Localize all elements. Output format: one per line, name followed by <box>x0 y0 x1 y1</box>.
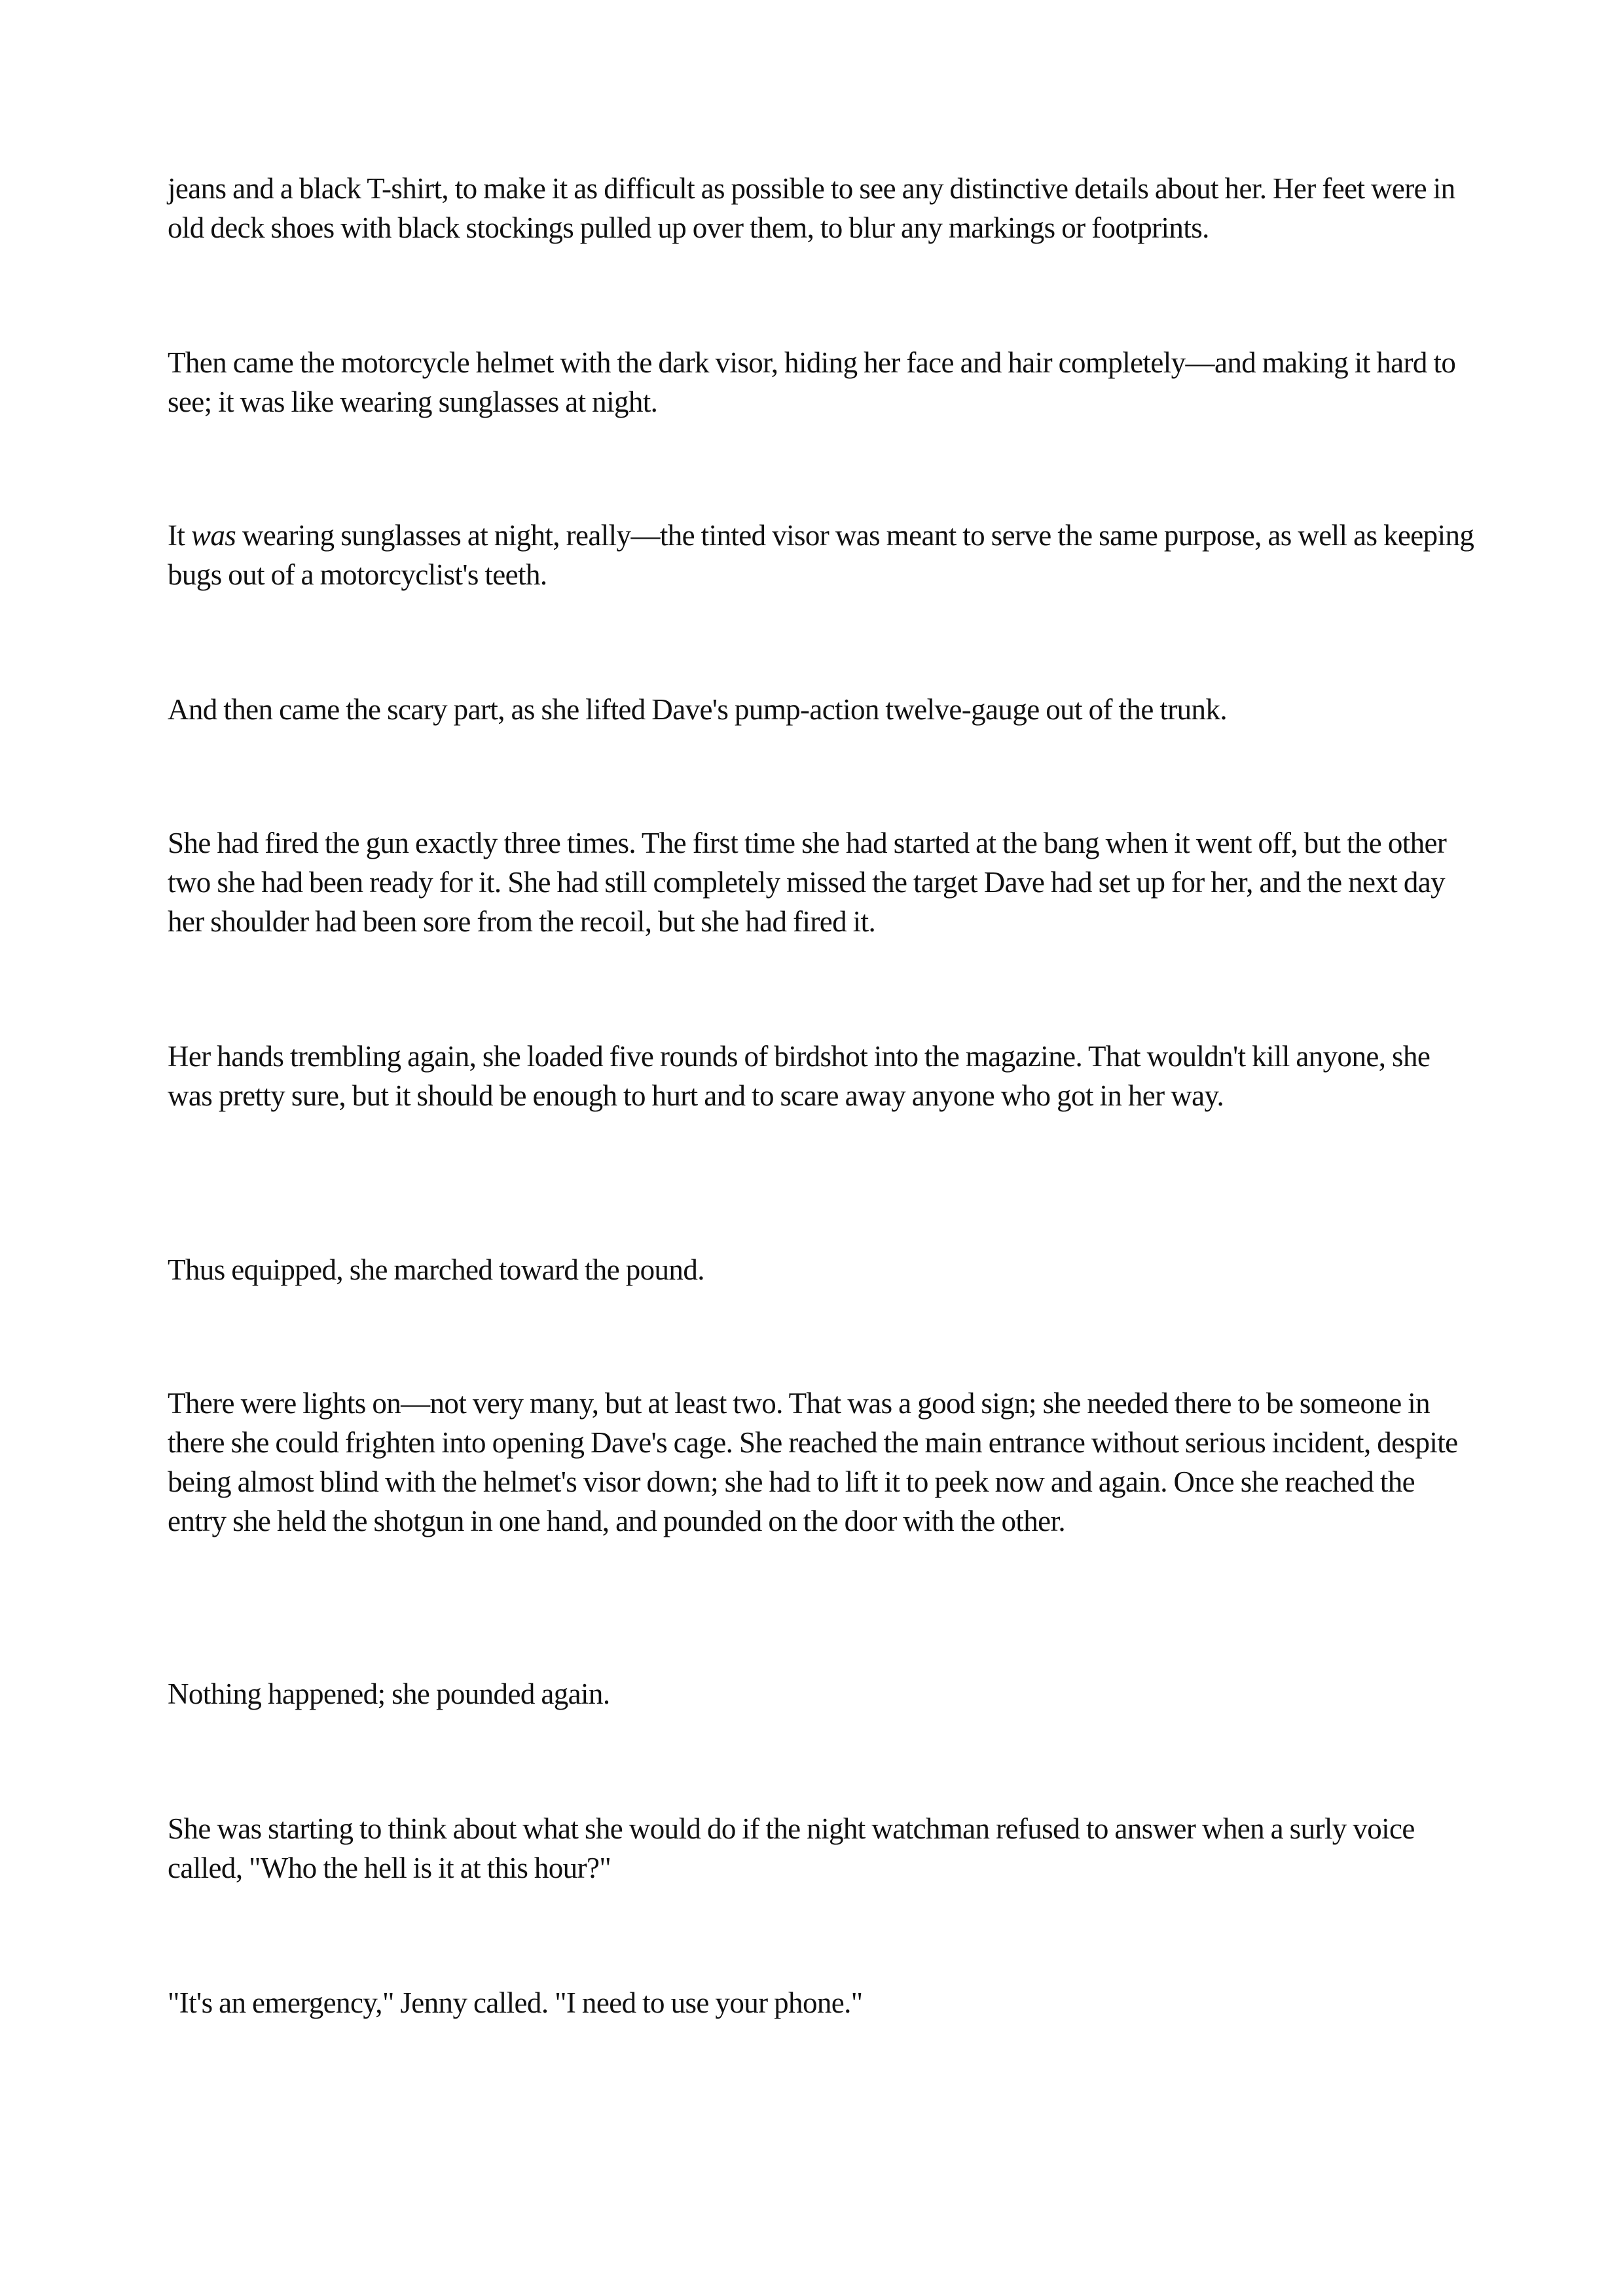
paragraph: And then came the scary part, as she lifted Dave's pump-action twelve-gauge out of the trunk. <box>168 693 1227 726</box>
paragraph: "It's an emergency," Jenny called. "I need to use your phone." <box>168 1986 863 2019</box>
emphasis-text: was <box>191 519 236 552</box>
paragraph <box>168 516 1477 594</box>
paragraph: There were lights on—not very many, but at least two. That was a good sign; she needed there to be someone in there she could frighten into opening Dave's cage. She reached the main entrance without serious incident, despite being almost blind with the helmet's visor down; she had to lift it to peek now and again. Once she reached the entry she held the shotgun in one hand, and pounded on the door with the other. <box>168 1387 1458 1537</box>
paragraph: jeans and a black T-shirt, to make it as difficult as possible to see any distinctive details about her. Her feet were in old deck shoes with black stockings pulled up over them, to blur any markings or footprints. <box>168 172 1455 244</box>
paragraph-rest: wearing sunglasses at night, really—the tinted visor was meant to serve the same purpose, as well as keeping bugs out of a motorcyclist's teeth. <box>168 519 1474 591</box>
paragraph: She was starting to think about what she would do if the night watchman refused to answer when a surly voice called, "Who the hell is it at this hour?" <box>168 1812 1415 1884</box>
paragraph: Then came the motorcycle helmet with the dark visor, hiding her face and hair completely—and making it hard to see; it was like wearing sunglasses at night. <box>168 346 1456 418</box>
paragraph: Thus equipped, she marched toward the pound. <box>168 1253 704 1286</box>
paragraph: Her hands trembling again, she loaded five rounds of birdshot into the magazine. That wouldn't kill anyone, she was pretty sure, but it should be enough to hurt and to scare away anyone who got in her way. <box>168 1040 1431 1112</box>
paragraph-lead: It <box>168 519 185 552</box>
paragraph: Nothing happened; she pounded again. <box>168 1677 610 1710</box>
paragraph: She had fired the gun exactly three times. The first time she had started at the bang when it went off, but the other two she had been ready for it. She had still completely missed the target Dave had set up for her, and the next day her shoulder had been sore from the recoil, but she had fired it. <box>168 827 1447 938</box>
